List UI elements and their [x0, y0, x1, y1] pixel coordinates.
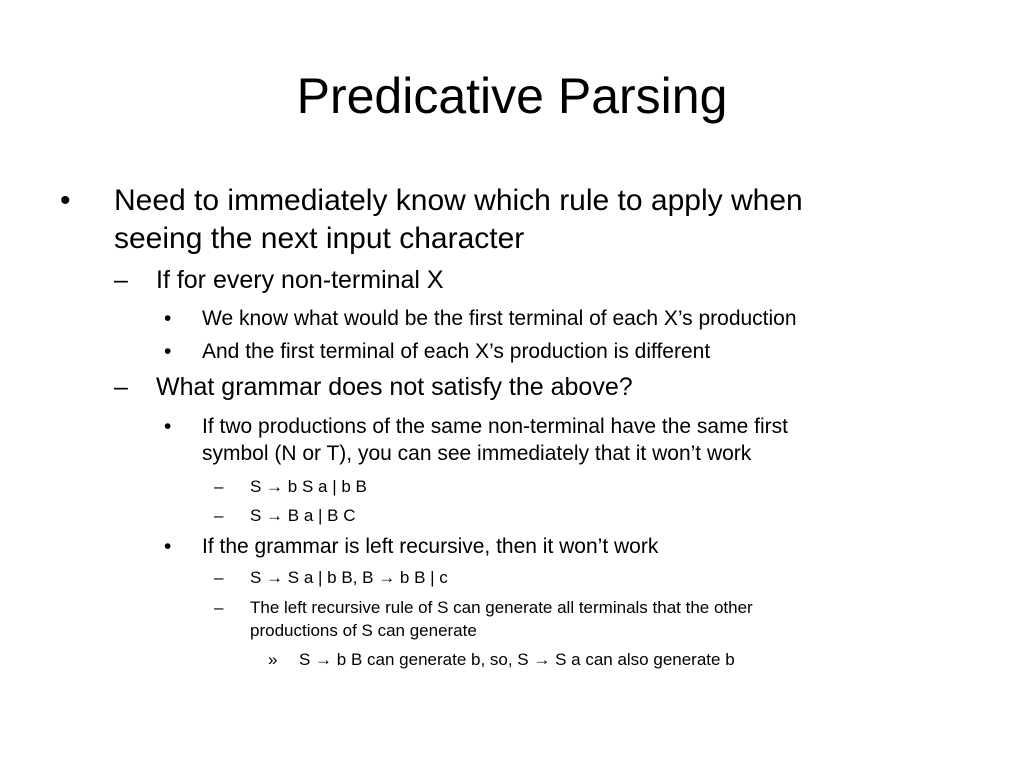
bullet-text-line: seeing the next input character — [114, 222, 525, 255]
level4-text: S → B a | B C — [250, 506, 356, 525]
level5-text: S → b B can generate b, so, S → S a can also generate b — [299, 650, 735, 669]
level4-text-line: The left recursive rule of S can generate all terminals that the other — [250, 598, 753, 617]
bullet-marker: • — [164, 307, 172, 330]
dash-marker: – — [114, 266, 128, 294]
sub-bullet-text: What grammar does not satisfy the above? — [156, 373, 633, 401]
dash-marker: – — [214, 598, 224, 617]
level4-text: S → b S a | b B — [250, 477, 367, 496]
sub-sub-bullet-text-line: If two productions of the same non-terminal have the same first — [202, 415, 788, 438]
dash-marker: – — [214, 568, 224, 587]
bullet-text-line: Need to immediately know which rule to apply when — [114, 184, 803, 217]
chevron-marker: » — [268, 650, 278, 669]
bullet-marker: • — [164, 415, 172, 438]
bullet-marker: • — [164, 535, 172, 558]
dash-marker: – — [114, 373, 128, 401]
level4-text-line: productions of S can generate — [250, 621, 477, 640]
sub-bullet-text: If for every non-terminal X — [156, 266, 444, 294]
bullet-marker: • — [60, 184, 71, 217]
sub-sub-bullet-text: We know what would be the first terminal of each X’s production — [202, 307, 797, 330]
sub-sub-bullet-text: And the first terminal of each X’s production is different — [202, 340, 711, 363]
level4-text: S → S a | b B, B → b B | c — [250, 568, 448, 587]
bullet-marker: • — [164, 340, 172, 363]
dash-marker: – — [214, 506, 224, 525]
sub-sub-bullet-text-line: symbol (N or T), you can see immediately that it won’t work — [202, 442, 752, 465]
slide-title: Predicative Parsing — [296, 68, 728, 124]
sub-sub-bullet-text: If the grammar is left recursive, then it won’t work — [202, 535, 659, 558]
dash-marker: – — [214, 477, 224, 496]
